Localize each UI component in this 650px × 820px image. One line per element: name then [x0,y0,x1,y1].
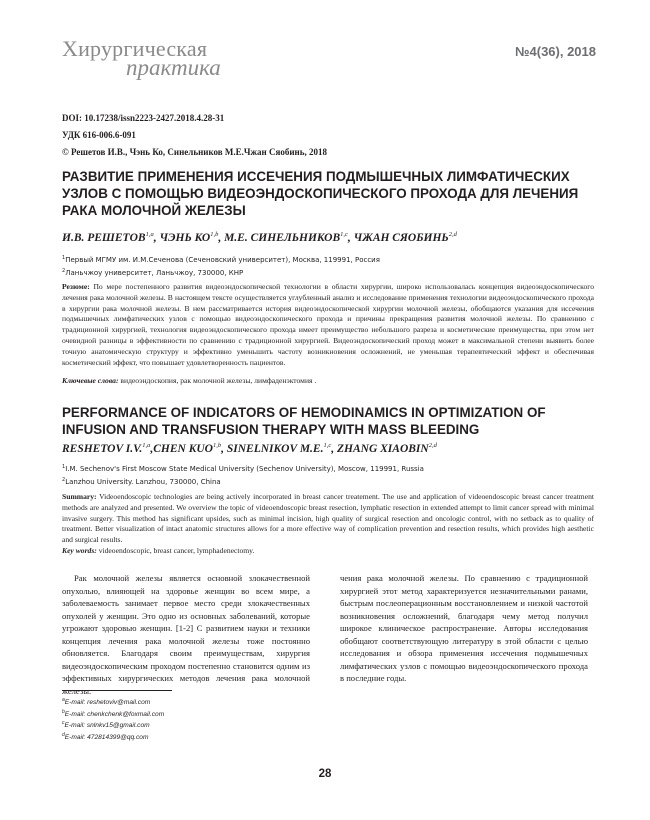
affiliations-en [62,462,424,488]
keywords-text: videoendoscopic, breast cancer, lymphadenectomy. [98,546,255,555]
author-name: М.Е. СИНЕЛЬНИКОВ [224,232,341,244]
footnote-email: E-mail: 472814399@qq.com [64,733,149,741]
journal-logo-line2: практика [126,55,221,80]
affiliation-text: Ланьчжоу университет, Ланьчжоу, 730000, КНР [65,269,244,277]
footnote-mark: c [62,720,65,727]
author-name: ZHANG XIAOBIN [337,443,429,455]
author-sup: 1,c [323,442,332,449]
abstract-text: Videoendoscopic technologies are being actively incorporated in breast cancer treatement. The use and application of videoendoscopic breast cancer treatment methods are analyzed and presented. We overview the topic of videoendoscopic breast resection, lymphatic resection in extended attempt to limit cancer spread with minimal invasive surgery. This method has significant upsides, such as minimal incision, high quality of surgical resection and oncologic control, with no setback as to quality of treatment. Better visualization of intact anatomic structures allows for a more effective way of complication prevention and resection results, which provides high aesthetic and surgical results. [62,492,594,545]
keywords-text: видеоэндоскопия, рак молочной железы, лимфаденэктомия . [120,376,317,385]
affiliation-num: 1 [62,464,66,470]
title-en: PERFORMANCE OF INDICATORS OF HEMODINAMICS IN OPTIMIZATION OF INFUSION AND TRANSFUSION THERAPY WITH MASS BLEEDING [62,405,546,437]
abstract-label: Резюме: [62,282,90,291]
issue-number: №4(36), 2018 [515,44,596,59]
author-name: SINELNIKOV M.E. [226,443,324,455]
author-sep: , [218,232,225,244]
page-number: 28 [318,768,332,780]
footnote-mark: b [62,708,65,715]
abstract-text: По мере постепенного развития видеоэндоскопической технологии в области хирургии, широко использовалась концепция видеоэндоскопического лечения рака молочной железы. В настоящем тексте осуществляется углубленный анализ и исследование применения технологии видеоэндоскопического прохода в хирургии рака молочной железы. В нем рассматривается история видеоэндоскопической хирургии молочной железы, обобщаются указания для иссечения подмышечных лимфатических узлов с помощью видеоэндоскопического прохода и причины прекращения развития молочной железы. По сравнению с традиционной хирургией, технология видеоэндоскопического прохода имеет преимущество небольшого разреза и косметические преимущества, при этом нет очевидной разницы в эффективности по сравнению с традиционной хирургией. Видеоэндоскопический проход может в максимальной степени выявить более точную анатомическую структуру и эффективно уменьшить частоту возникновения осложнений, не уменьшая терапевтический эффект и обеспечивая косметический эффект, что повышает удовлетворенность пациентов. [62,282,594,367]
footnote-mark: a [62,697,65,703]
author-sep: , [221,443,227,455]
footnote-email: E-mail: reshetoviv@mail.com [64,699,151,706]
footnote-email: E-mail: chenkchenk@foxmail.com [64,710,165,718]
footnotes [62,696,164,742]
abstract-en [62,492,594,546]
keywords-ru [62,376,316,385]
affiliation [62,266,380,279]
abstract-ru [62,282,594,368]
udk: УДК 616-006.6-091 [62,130,136,140]
author-sup: 1,c [340,231,348,238]
footnote-email: E-mail: snlnkv15@gmail.com [64,722,150,730]
journal-logo [62,36,232,86]
body-column-right: чения рака молочной железы. По сравнению с традиционной хирургией этот метод характеризуется незначительными ранами, быстрым послеоперационным восстановлением и низкой частотой возникновения осложнений, благодаря чему метод получил широкое клиническое распространение. Авторы исследования обобщают соответствующую литературу в этой области с целью исследования и обзора применения иссечения подмышечных лимфатических узлов с помощью видеоэндоскопического прохода в последние годы. [340,573,588,683]
author-name: ЧЭНЬ КО [159,232,211,244]
author-sup: 1,b [212,442,222,449]
author-sup: 1,b [210,231,219,238]
doi: DOI: 10.17238/issn2223-2427.2018.4.28-31 [62,113,225,123]
author-sup: 1,a [145,231,154,238]
affiliation [62,253,380,266]
author-name: RESHETOV I.V. [62,443,143,455]
author-name: CHEN KUO [153,443,213,455]
affiliation [62,475,424,488]
footnote-mark: d [62,731,65,738]
affiliation-num: 1 [62,255,66,261]
footnote-divider [62,690,172,691]
affiliation-text: I.M. Sechenov's First Moscow State Medical University (Sechenov University), Moscow, 119991, Russia [65,465,424,473]
affiliation-text: Lanzhou University. Lanzhou, 730000, China [65,478,221,486]
author-name: И.В. РЕШЕТОВ [62,232,146,244]
author-name: ЧЖАН СЯОБИНЬ [353,232,449,244]
title-ru: РАЗВИТИЕ ПРИМЕНЕНИЯ ИССЕЧЕНИЯ ПОДМЫШЕЧНЫХ ЛИМФАТИЧЕСКИХ УЗЛОВ С ПОМОЩЬЮ ВИДЕОЭНДОСКОПИЧЕСКОГО ПРОХОДА ДЛЯ ЛЕЧЕНИЯ РАКА МОЛОЧНОЙ ЖЕЛЕЗЫ [62,169,579,218]
abstract-label: Summary: [62,492,97,501]
author-sup: 2,d [448,231,457,238]
author-sup: 2,d [428,442,437,449]
author-sep: , [153,232,160,244]
affiliation-num: 2 [62,268,66,274]
journal-logo-line1: Хирургическая [62,36,208,61]
body-column-left: Рак молочной железы является основной злокачественной опухолью, влияющей на здоровье женщин во всем мире, а заболеваемость занимает первое место среди злокачественных опухолей у женщин. Это одно из основных заболеваний, которые угрожают здоровью женщин. [1-2] С развитием науки и техники концепция лечения рака молочной железы тоже постоянно обновляется. Благодаря своим преимуществам, хирургия видеоэндоскопическим проходом постепенно становится одним из эффективных хирургических методов лечения рака молочной железы. [62,573,310,696]
affiliations-ru [62,253,380,279]
authors-en [62,442,437,455]
authors-ru [62,231,457,244]
footnote [62,696,164,708]
affiliation-text: Первый МГМУ им. И.М.Сеченова (Сеченовский университет), Москва, 119991, Россия [65,256,380,264]
keywords-label: Key words: [62,546,97,555]
copyright: © Решетов И.В., Чэнь Ко, Синельников М.Е.Чжан Сяобинь, 2018 [62,147,327,157]
affiliation [62,462,424,475]
author-sep: , [347,232,354,244]
footnote [62,731,164,743]
author-sup: 1,a [142,442,151,449]
author-sep: , [331,443,337,455]
keywords-label: Ключевые слова: [62,376,119,385]
keywords-en [62,546,254,555]
author-sep: , [150,443,154,455]
footnote [62,719,164,731]
affiliation-num: 2 [62,477,66,483]
footnote [62,708,164,720]
